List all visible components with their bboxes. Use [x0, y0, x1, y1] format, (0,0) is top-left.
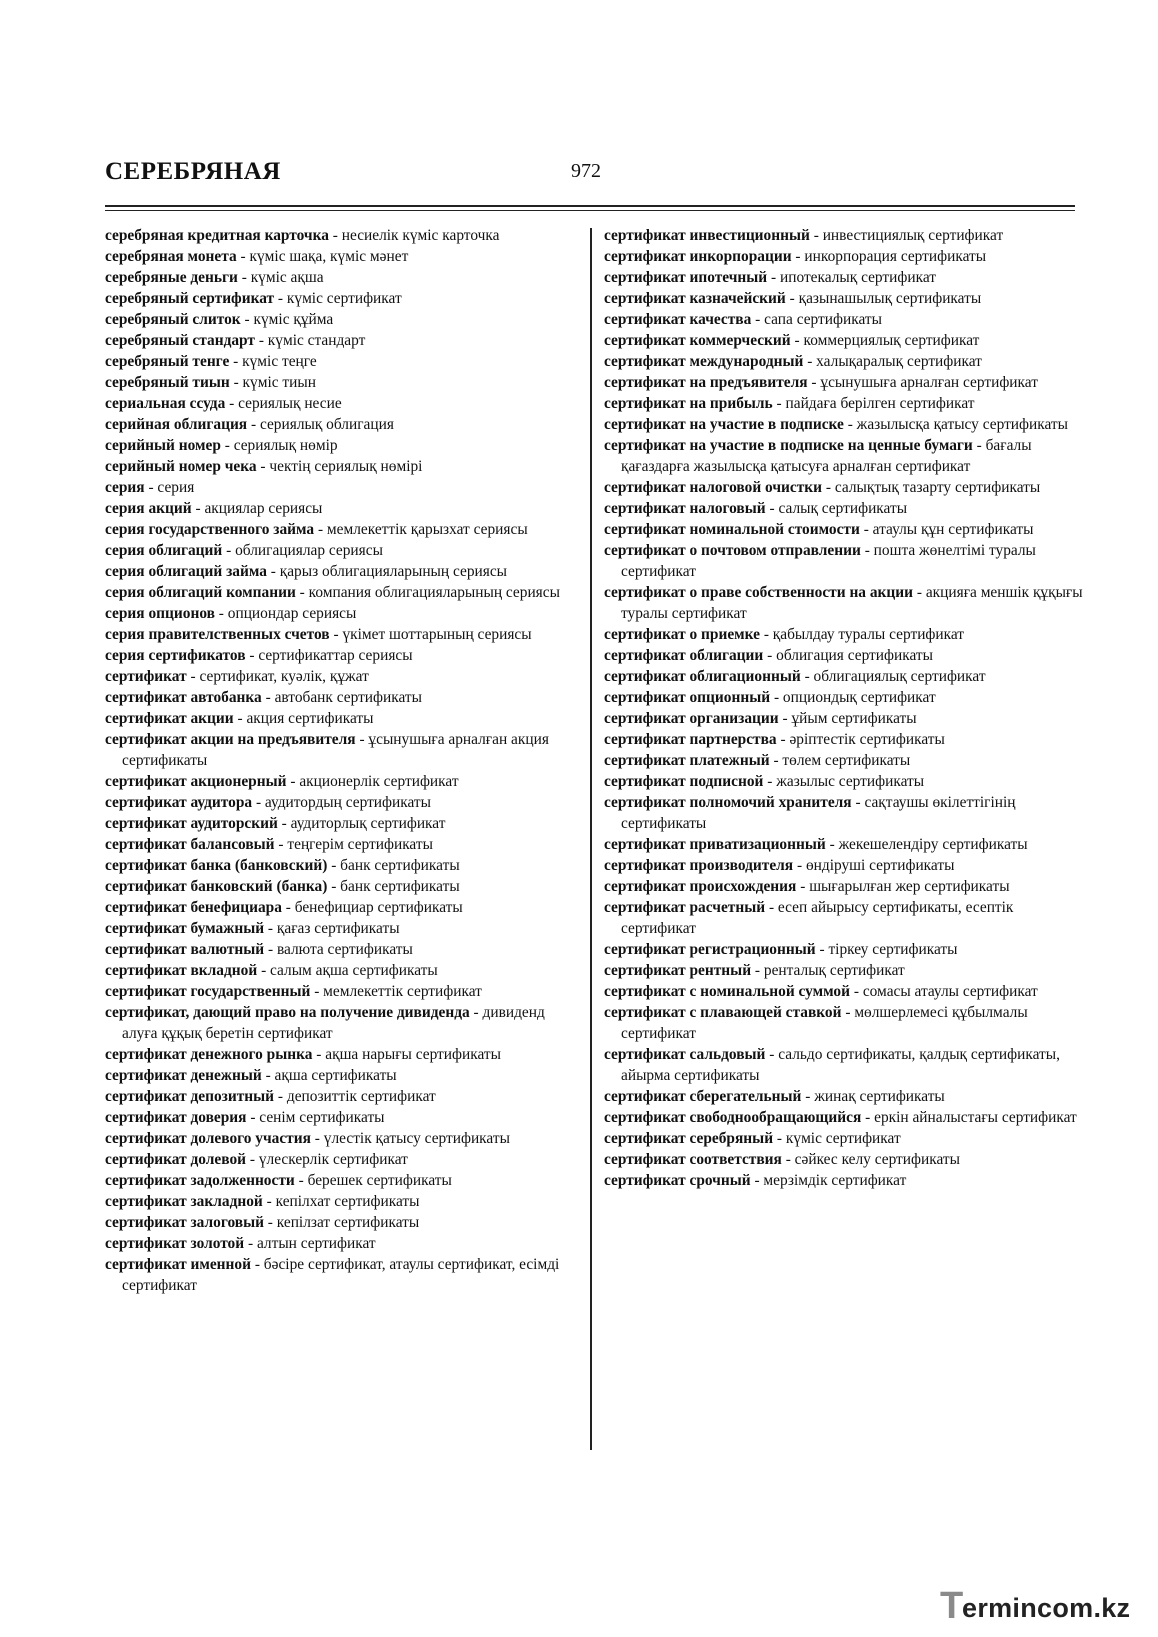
- entry-definition: - опциондар сериясы: [214, 605, 357, 622]
- dictionary-entry: [604, 288, 1084, 309]
- dictionary-entry: [604, 855, 1084, 876]
- dictionary-entry: [105, 267, 575, 288]
- dictionary-entry: [105, 477, 575, 498]
- entry-term: серия облигаций компании: [105, 584, 296, 601]
- dictionary-entry: [105, 372, 575, 393]
- entry-term: сертификат опционный: [604, 689, 771, 706]
- entry-term: сертификат международный: [604, 353, 804, 370]
- entry-term: сертификат валютный: [105, 941, 265, 958]
- entry-definition: - тіркеу сертификаты: [815, 941, 958, 958]
- entry-term: сертификат государственный: [105, 983, 311, 1000]
- entry-term: сертификат: [105, 668, 187, 685]
- entry-term: сертификат подписной: [604, 773, 764, 790]
- dictionary-entry: [105, 330, 575, 351]
- entry-term: сертификат с номинальной суммой: [604, 983, 850, 1000]
- dictionary-entry: [105, 393, 575, 414]
- dictionary-entry: [105, 687, 575, 708]
- entry-term: сертификат аудитора: [105, 794, 253, 811]
- dictionary-entry: [604, 519, 1084, 540]
- dictionary-entry: [604, 477, 1084, 498]
- dictionary-entry: [105, 1065, 575, 1086]
- entry-definition: - бенефициар сертификаты: [281, 899, 463, 916]
- dictionary-entry: [105, 1233, 575, 1254]
- entry-term: серия правителственных счетов: [105, 626, 330, 643]
- entry-term: серебряные деньги: [105, 269, 238, 286]
- entry-term: сертификат номинальной стоимости: [604, 521, 860, 538]
- entry-definition: - банк сертификаты: [327, 878, 460, 895]
- entry-definition: - қазынашылық сертификаты: [785, 290, 982, 307]
- entry-term: серебряный тенге: [105, 353, 230, 370]
- entry-term: сертификат приватизационный: [604, 836, 826, 853]
- dictionary-entry: [105, 876, 575, 897]
- entry-term: серия облигаций займа: [105, 563, 267, 580]
- dictionary-entry: [604, 1044, 1084, 1086]
- dictionary-entry: [105, 729, 575, 771]
- entry-term: сертификат именной: [105, 1256, 251, 1273]
- header-title: СЕРЕБРЯНАЯ: [105, 158, 281, 185]
- entry-definition: - еркін айналыстағы сертификат: [861, 1109, 1077, 1126]
- entry-term: сертификат акции на предъявителя: [105, 731, 356, 748]
- dictionary-entry: [105, 897, 575, 918]
- entry-definition: - сомасы атаулы сертификат: [850, 983, 1038, 1000]
- entry-definition: - күміс шақа, күміс мәнет: [236, 248, 409, 265]
- entry-definition: - сальдо сертификаты, қалдық сертификаты, айырма сертификаты: [621, 1046, 1060, 1084]
- entry-term: сертификат долевого участия: [105, 1130, 311, 1147]
- dictionary-entry: [105, 414, 575, 435]
- dictionary-entry: [604, 393, 1084, 414]
- entry-definition: - ақша нарығы сертификаты: [312, 1046, 501, 1063]
- entry-definition: - бағалы қағаздарға жазылысқа қатысуға арналған сертификат: [621, 437, 1032, 475]
- entry-definition: - автобанк сертификаты: [261, 689, 422, 706]
- entry-definition: - бәсіре сертификат, атаулы сертификат, есімді сертификат: [122, 1256, 560, 1294]
- entry-definition: - облигациялық сертификат: [800, 668, 986, 685]
- entry-definition: - инвестициялық сертификат: [809, 227, 1004, 244]
- entry-term: сертификат на участие в подписке на ценные бумаги: [604, 437, 973, 454]
- column-divider: [590, 228, 592, 1450]
- entry-definition: - төлем сертификаты: [769, 752, 911, 769]
- entry-definition: - банк сертификаты: [327, 857, 460, 874]
- entry-definition: - облигациялар сериясы: [222, 542, 383, 559]
- entry-definition: - атаулы құн сертификаты: [859, 521, 1034, 538]
- entry-definition: - ипотекалық сертификат: [767, 269, 936, 286]
- header-rule-thin: [105, 210, 1075, 211]
- dictionary-entry: [105, 1044, 575, 1065]
- entry-definition: - серия: [144, 479, 195, 496]
- dictionary-entry: [604, 750, 1084, 771]
- dictionary-entry: [604, 897, 1084, 939]
- dictionary-entry: [604, 372, 1084, 393]
- entry-term: сертификат срочный: [604, 1172, 751, 1189]
- dictionary-entry: [604, 624, 1084, 645]
- dictionary-entry: [604, 1128, 1084, 1149]
- entry-definition: - әріптестік сертификаты: [776, 731, 945, 748]
- entry-term: серебряный сертификат: [105, 290, 275, 307]
- entry-term: сертификат сальдовый: [604, 1046, 766, 1063]
- entry-term: сертификат происхождения: [604, 878, 797, 895]
- entry-term: сертификат на прибыль: [604, 395, 773, 412]
- entry-definition: - сақтаушы өкілеттігінің сертификаты: [621, 794, 1016, 832]
- dictionary-entry: [604, 876, 1084, 897]
- entry-term: сертификат аудиторский: [105, 815, 278, 832]
- dictionary-entry: [105, 645, 575, 666]
- entry-definition: - өндіруші сертификаты: [793, 857, 955, 874]
- entry-definition: - акция сертификаты: [233, 710, 374, 727]
- entry-definition: - шығарылған жер сертификаты: [796, 878, 1010, 895]
- dictionary-entry: [105, 351, 575, 372]
- entry-term: серебряный слиток: [105, 311, 241, 328]
- entry-term: сертификат акционерный: [105, 773, 287, 790]
- entry-term: серебряная кредитная карточка: [105, 227, 329, 244]
- left-column: [105, 225, 575, 1296]
- entry-definition: - күміс құйма: [240, 311, 334, 328]
- dictionary-entry: [604, 246, 1084, 267]
- entry-term: сертификат организации: [604, 710, 779, 727]
- dictionary-entry: [604, 351, 1084, 372]
- dictionary-entry: [105, 1212, 575, 1233]
- dictionary-entry: [604, 1086, 1084, 1107]
- entry-definition: - жазылыс сертификаты: [763, 773, 925, 790]
- entry-definition: - мерзімдік сертификат: [750, 1172, 907, 1189]
- dictionary-entry: [604, 708, 1084, 729]
- entry-term: сертификат свободнообращающийся: [604, 1109, 862, 1126]
- dictionary-entry: [604, 981, 1084, 1002]
- entry-term: сертификат казначейский: [604, 290, 786, 307]
- entry-definition: - пошта жөнелтімі туралы сертификат: [621, 542, 1036, 580]
- entry-definition: - жазылысқа қатысу сертификаты: [843, 416, 1068, 433]
- entry-term: сертификат инвестиционный: [604, 227, 810, 244]
- entry-term: серия опционов: [105, 605, 215, 622]
- entry-definition: - кепілзат сертификаты: [263, 1214, 420, 1231]
- entry-term: сертификат о приемке: [604, 626, 760, 643]
- dictionary-entry: [105, 1254, 575, 1296]
- entry-term: сертификат о праве собственности на акции: [604, 584, 914, 601]
- entry-definition: - кепілхат сертификаты: [262, 1193, 420, 1210]
- entry-term: сертификат, дающий право на получение дивиденда: [105, 1004, 470, 1021]
- entry-term: серия акций: [105, 500, 192, 517]
- entry-term: сертификат денежного рынка: [105, 1046, 313, 1063]
- entry-definition: - үкімет шоттарының сериясы: [329, 626, 532, 643]
- dictionary-entry: [105, 960, 575, 981]
- entry-definition: - күміс тиын: [229, 374, 316, 391]
- right-column: [604, 225, 1084, 1191]
- entry-definition: - салықтық тазарту сертификаты: [822, 479, 1041, 496]
- dictionary-entry: [604, 834, 1084, 855]
- entry-term: серия сертификатов: [105, 647, 246, 664]
- dictionary-entry: [105, 981, 575, 1002]
- entry-term: сертификат инкорпорации: [604, 248, 792, 265]
- dictionary-entry: [105, 918, 575, 939]
- dictionary-entry: [604, 1107, 1084, 1128]
- dictionary-entry: [604, 498, 1084, 519]
- entry-definition: - компания облигацияларының сериясы: [295, 584, 560, 601]
- entry-definition: - сериялық нөмір: [220, 437, 338, 454]
- dictionary-entry: [105, 666, 575, 687]
- dictionary-entry: [105, 1191, 575, 1212]
- entry-definition: - салық сертификаты: [765, 500, 908, 517]
- entry-definition: - ұсынушыға арналған сертификат: [807, 374, 1038, 391]
- header-rule-thick: [105, 205, 1075, 207]
- entry-definition: - пайдаға берілген сертификат: [772, 395, 975, 412]
- entry-term: серия: [105, 479, 145, 496]
- entry-definition: - сенім сертификаты: [246, 1109, 385, 1126]
- dictionary-entry: [105, 309, 575, 330]
- entry-term: сертификат качества: [604, 311, 752, 328]
- dictionary-entry: [105, 939, 575, 960]
- entry-definition: - үлескерлік сертификат: [246, 1151, 408, 1168]
- entry-term: сертификат платежный: [604, 752, 770, 769]
- entry-term: сертификат на участие в подписке: [604, 416, 844, 433]
- entry-term: сертификат расчетный: [604, 899, 766, 916]
- entry-term: сертификат банка (банковский): [105, 857, 328, 874]
- dictionary-entry: [604, 414, 1084, 435]
- entry-term: сертификат партнерства: [604, 731, 777, 748]
- entry-definition: - қарыз облигацияларының сериясы: [266, 563, 508, 580]
- entry-definition: - халықаралық сертификат: [803, 353, 982, 370]
- dictionary-entry: [105, 603, 575, 624]
- dictionary-entry: [105, 540, 575, 561]
- dictionary-entry: [105, 1170, 575, 1191]
- dictionary-entry: [105, 708, 575, 729]
- dictionary-entry: [105, 246, 575, 267]
- entry-definition: - сапа сертификаты: [751, 311, 882, 328]
- dictionary-entry: [105, 456, 575, 477]
- dictionary-entry: [105, 519, 575, 540]
- entry-definition: - берешек сертификаты: [294, 1172, 452, 1189]
- entry-definition: - алтын сертификат: [244, 1235, 376, 1252]
- dictionary-entry: [604, 792, 1084, 834]
- entry-term: сертификат с плавающей ставкой: [604, 1004, 842, 1021]
- dictionary-entry: [604, 687, 1084, 708]
- entry-term: сертификат облигации: [604, 647, 764, 664]
- dictionary-entry: [604, 666, 1084, 687]
- dictionary-entry: [604, 1149, 1084, 1170]
- entry-term: сертификат о почтовом отправлении: [604, 542, 861, 559]
- entry-definition: - есеп айырысу сертификаты, есептік сертификат: [621, 899, 1014, 937]
- entry-definition: - қабылдау туралы сертификат: [759, 626, 965, 643]
- entry-definition: - күміс сертификат: [773, 1130, 901, 1147]
- entry-definition: - акционерлік сертификат: [286, 773, 459, 790]
- entry-definition: - депозиттік сертификат: [274, 1088, 436, 1105]
- entry-term: сертификат задолженности: [105, 1172, 295, 1189]
- entry-term: сертификат долевой: [105, 1151, 247, 1168]
- entry-term: сертификат полномочий хранителя: [604, 794, 852, 811]
- entry-definition: - сериялық облигация: [247, 416, 394, 433]
- page-number: 972: [571, 160, 601, 182]
- dictionary-entry: [105, 771, 575, 792]
- entry-term: сертификат доверия: [105, 1109, 247, 1126]
- entry-term: сертификат серебряный: [604, 1130, 774, 1147]
- entry-term: сертификат акции: [105, 710, 234, 727]
- entry-definition: - дивиденд алуға құқық беретін сертификат: [122, 1004, 545, 1042]
- entry-definition: - опциондық сертификат: [770, 689, 936, 706]
- entry-term: серебряный тиын: [105, 374, 230, 391]
- entry-definition: - жинақ сертификаты: [801, 1088, 945, 1105]
- entry-term: сертификат денежный: [105, 1067, 262, 1084]
- dictionary-entry: [105, 498, 575, 519]
- page-header: [105, 158, 1075, 194]
- entry-definition: - аудиторлық сертификат: [277, 815, 446, 832]
- dictionary-entry: [105, 624, 575, 645]
- entry-definition: - теңгерім сертификаты: [274, 836, 433, 853]
- entry-term: сертификат ипотечный: [604, 269, 768, 286]
- entry-term: сертификат регистрационный: [604, 941, 816, 958]
- entry-definition: - чектің сериялық нөмірі: [256, 458, 423, 475]
- entry-term: сертификат производителя: [604, 857, 794, 874]
- dictionary-entry: [604, 1002, 1084, 1044]
- entry-term: сертификат облигационный: [604, 668, 801, 685]
- dictionary-entry: [604, 267, 1084, 288]
- dictionary-entry: [105, 435, 575, 456]
- entry-definition: - сертификат, куәлік, құжат: [186, 668, 369, 685]
- dictionary-entry: [105, 1128, 575, 1149]
- entry-term: сертификат залоговый: [105, 1214, 264, 1231]
- dictionary-entry: [105, 813, 575, 834]
- entry-definition: - қағаз сертификаты: [264, 920, 400, 937]
- entry-definition: - валюта сертификаты: [264, 941, 413, 958]
- entry-term: серийная облигация: [105, 416, 248, 433]
- entry-term: серебряный стандарт: [105, 332, 255, 349]
- entry-term: серебряная монета: [105, 248, 237, 265]
- entry-term: сертификат коммерческий: [604, 332, 791, 349]
- entry-term: серийный номер чека: [105, 458, 257, 475]
- entry-definition: - облигация сертификаты: [763, 647, 933, 664]
- entry-definition: - мөлшерлемесі құбылмалы сертификат: [621, 1004, 1028, 1042]
- dictionary-entry: [604, 582, 1084, 624]
- dictionary-entry: [604, 771, 1084, 792]
- dictionary-entry: [604, 435, 1084, 477]
- termincom-watermark: [940, 1586, 1140, 1626]
- entry-definition: - сәйкес келу сертификаты: [781, 1151, 960, 1168]
- dictionary-entry: [105, 288, 575, 309]
- entry-term: сертификат вкладной: [105, 962, 258, 979]
- entry-definition: - мемлекеттік сертификат: [310, 983, 482, 1000]
- entry-definition: - күміс ақша: [237, 269, 324, 286]
- dictionary-entry: [105, 1107, 575, 1128]
- entry-definition: - күміс теңге: [229, 353, 317, 370]
- dictionary-entry: [105, 1002, 575, 1044]
- entry-definition: - инкорпорация сертификаты: [791, 248, 987, 265]
- dictionary-entry: [604, 540, 1084, 582]
- entry-term: сертификат закладной: [105, 1193, 263, 1210]
- entry-definition: - салым ақша сертификаты: [257, 962, 438, 979]
- entry-term: сертификат бенефициара: [105, 899, 282, 916]
- entry-term: сертификат банковский (банка): [105, 878, 328, 895]
- entry-term: сертификат на предъявителя: [604, 374, 808, 391]
- entry-definition: - аудитордың сертификаты: [252, 794, 431, 811]
- dictionary-entry: [604, 330, 1084, 351]
- entry-definition: - акцияға меншік құқығы туралы сертификат: [621, 584, 1083, 622]
- entry-term: сертификат депозитный: [105, 1088, 275, 1105]
- dictionary-entry: [105, 1149, 575, 1170]
- dictionary-entry: [604, 1170, 1084, 1191]
- entry-term: сертификат рентный: [604, 962, 752, 979]
- dictionary-entry: [105, 855, 575, 876]
- entry-definition: - сертификаттар сериясы: [245, 647, 413, 664]
- dictionary-entry: [604, 645, 1084, 666]
- dictionary-entry: [105, 834, 575, 855]
- watermark-text: ermincom.kz: [962, 1593, 1131, 1623]
- entry-definition: - несиелік күміс карточка: [328, 227, 500, 244]
- entry-definition: - акциялар сериясы: [191, 500, 323, 517]
- entry-definition: - сериялық несие: [225, 395, 342, 412]
- entry-definition: - күміс стандарт: [254, 332, 366, 349]
- dictionary-entry: [604, 960, 1084, 981]
- entry-term: сертификат автобанка: [105, 689, 262, 706]
- entry-definition: - коммерциялық сертификат: [790, 332, 980, 349]
- entry-term: сертификат соответствия: [604, 1151, 782, 1168]
- entry-definition: - үлестік қатысу сертификаты: [310, 1130, 510, 1147]
- dictionary-entry: [604, 309, 1084, 330]
- entry-term: сертификат сберегательный: [604, 1088, 802, 1105]
- dictionary-entry: [105, 792, 575, 813]
- entry-definition: - ұйым сертификаты: [778, 710, 917, 727]
- dictionary-entry: [105, 582, 575, 603]
- entry-term: сертификат налоговой очистки: [604, 479, 823, 496]
- dictionary-entry: [604, 225, 1084, 246]
- entry-term: серия облигаций: [105, 542, 223, 559]
- dictionary-entry: [604, 939, 1084, 960]
- entry-definition: - жекешелендіру сертификаты: [825, 836, 1028, 853]
- dictionary-entry: [105, 1086, 575, 1107]
- entry-term: сертификат бумажный: [105, 920, 265, 937]
- entry-term: серийный номер: [105, 437, 221, 454]
- entry-definition: - ренталық сертификат: [751, 962, 905, 979]
- watermark-logo-mark: T: [940, 1585, 964, 1627]
- entry-term: сертификат налоговый: [604, 500, 766, 517]
- entry-term: сертификат золотой: [105, 1235, 245, 1252]
- entry-term: сериальная ссуда: [105, 395, 226, 412]
- entry-definition: - ұсынушыға арналған акция сертификаты: [122, 731, 549, 769]
- dictionary-entry: [105, 561, 575, 582]
- dictionary-entry: [604, 729, 1084, 750]
- entry-term: сертификат балансовый: [105, 836, 275, 853]
- entry-definition: - ақша сертификаты: [261, 1067, 397, 1084]
- entry-term: серия государственного займа: [105, 521, 315, 538]
- dictionary-entry: [105, 225, 575, 246]
- entry-definition: - мемлекеттік қарызхат сериясы: [314, 521, 528, 538]
- entry-definition: - күміс сертификат: [274, 290, 402, 307]
